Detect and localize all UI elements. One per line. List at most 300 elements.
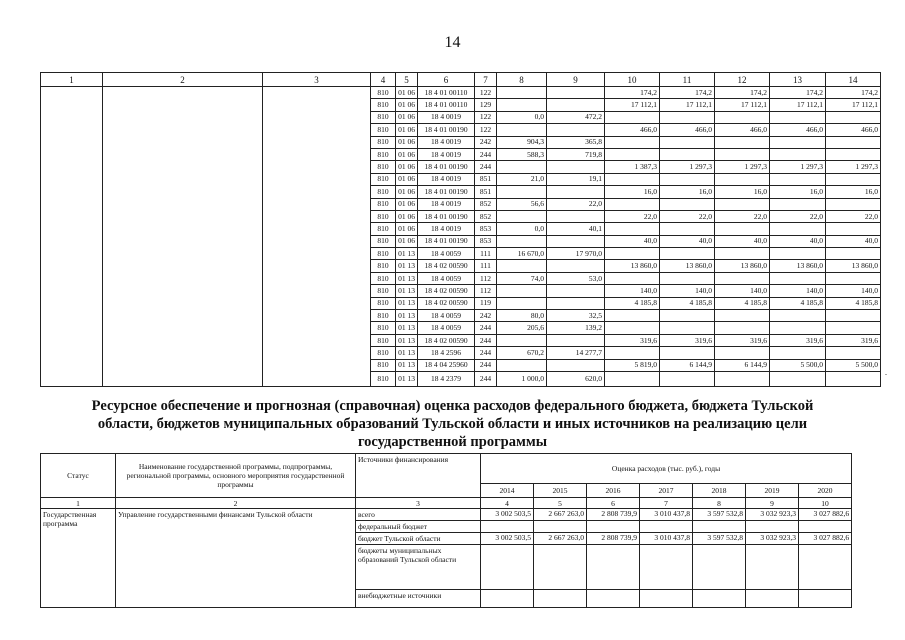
table-cell: 01 06 bbox=[396, 148, 418, 160]
col-1-cell bbox=[41, 87, 103, 387]
table-cell bbox=[497, 235, 547, 247]
table-cell: 1 297,3 bbox=[770, 161, 826, 173]
table-cell bbox=[770, 272, 826, 284]
table-cell: 18 4 02 00590 bbox=[418, 297, 475, 309]
amount-cell bbox=[534, 521, 587, 533]
table-cell bbox=[660, 272, 715, 284]
header-estimate: Оценка расходов (тыс. руб.), годы bbox=[481, 454, 852, 484]
col-2-cell bbox=[103, 87, 263, 387]
amount-cell bbox=[799, 590, 852, 608]
table-cell bbox=[547, 260, 605, 272]
table-cell: 853 bbox=[475, 235, 497, 247]
table-cell: 0,0 bbox=[497, 111, 547, 123]
table-cell: 40,0 bbox=[605, 235, 660, 247]
table-cell bbox=[826, 310, 881, 322]
column-number: 2 bbox=[103, 73, 263, 87]
column-index: 1 bbox=[41, 498, 116, 509]
amount-cell: 3 027 882,6 bbox=[799, 533, 852, 545]
table-cell: 4 185,8 bbox=[826, 297, 881, 309]
table-cell: 810 bbox=[371, 161, 396, 173]
table-cell bbox=[715, 371, 770, 386]
table-cell: 01 06 bbox=[396, 161, 418, 173]
col-3-cell bbox=[263, 87, 371, 387]
table-cell bbox=[715, 248, 770, 260]
amount-cell bbox=[746, 521, 799, 533]
table-cell: 17 112,1 bbox=[770, 99, 826, 111]
table-cell: 112 bbox=[475, 285, 497, 297]
table-cell: 01 06 bbox=[396, 124, 418, 136]
amount-cell: 3 027 882,6 bbox=[799, 509, 852, 521]
table-cell: 851 bbox=[475, 173, 497, 185]
table-cell: 466,0 bbox=[826, 124, 881, 136]
table-cell: 5 500,0 bbox=[770, 359, 826, 371]
year-header: 2015 bbox=[534, 484, 587, 498]
amount-cell bbox=[799, 521, 852, 533]
table-cell bbox=[547, 297, 605, 309]
table-cell: 810 bbox=[371, 359, 396, 371]
table-cell bbox=[497, 186, 547, 198]
table-cell bbox=[605, 148, 660, 160]
amount-cell: 2 808 739,9 bbox=[587, 533, 640, 545]
amount-cell bbox=[534, 545, 587, 590]
table-cell: 466,0 bbox=[715, 124, 770, 136]
table-cell: 01 06 bbox=[396, 210, 418, 222]
table-cell bbox=[826, 371, 881, 386]
table-cell: 810 bbox=[371, 148, 396, 160]
amount-cell bbox=[534, 590, 587, 608]
table-cell: 18 4 01 00190 bbox=[418, 124, 475, 136]
funding-source-cell: внебюджетные источники bbox=[356, 590, 481, 608]
table-cell: 01 06 bbox=[396, 87, 418, 99]
table-cell bbox=[826, 322, 881, 334]
table-cell: 01 13 bbox=[396, 347, 418, 359]
table-cell bbox=[547, 334, 605, 346]
table-cell: 111 bbox=[475, 248, 497, 260]
table-cell bbox=[660, 136, 715, 148]
table-cell: 40,0 bbox=[715, 235, 770, 247]
table-cell: 810 bbox=[371, 87, 396, 99]
table-cell: 56,6 bbox=[497, 198, 547, 210]
table-cell bbox=[547, 161, 605, 173]
table-cell bbox=[605, 310, 660, 322]
table-cell: 18 4 02 00590 bbox=[418, 285, 475, 297]
table-cell: 174,2 bbox=[660, 87, 715, 99]
table-cell: 1 297,3 bbox=[826, 161, 881, 173]
year-header: 2016 bbox=[587, 484, 640, 498]
column-number: 1 bbox=[41, 73, 103, 87]
table-cell: 852 bbox=[475, 198, 497, 210]
amount-cell: 3 032 923,3 bbox=[746, 533, 799, 545]
funding-row bbox=[41, 509, 852, 521]
column-index: 6 bbox=[587, 498, 640, 509]
table-cell bbox=[770, 198, 826, 210]
table-cell: 810 bbox=[371, 223, 396, 235]
table-cell bbox=[605, 322, 660, 334]
table-cell bbox=[715, 223, 770, 235]
table-cell: 466,0 bbox=[660, 124, 715, 136]
table-cell: 01 13 bbox=[396, 359, 418, 371]
table-cell: 18 4 01 00110 bbox=[418, 87, 475, 99]
column-number: 8 bbox=[497, 73, 547, 87]
table-cell: 17 112,1 bbox=[605, 99, 660, 111]
table-cell: 319,6 bbox=[715, 334, 770, 346]
year-header: 2017 bbox=[640, 484, 693, 498]
table-cell: 01 06 bbox=[396, 99, 418, 111]
table-cell bbox=[660, 248, 715, 260]
year-header: 2014 bbox=[481, 484, 534, 498]
table-cell: 18 4 0019 bbox=[418, 111, 475, 123]
table-cell bbox=[770, 347, 826, 359]
table-cell: 01 06 bbox=[396, 136, 418, 148]
table-cell bbox=[605, 223, 660, 235]
table-cell bbox=[770, 136, 826, 148]
amount-cell: 2 667 263,0 bbox=[534, 509, 587, 521]
amount-cell bbox=[640, 590, 693, 608]
table-cell bbox=[660, 173, 715, 185]
program-name-cell: Управление государственными финансами Тульской области bbox=[116, 509, 356, 608]
table-cell bbox=[826, 111, 881, 123]
table-cell: 174,2 bbox=[715, 87, 770, 99]
table-cell bbox=[497, 297, 547, 309]
table-cell: 810 bbox=[371, 272, 396, 284]
column-index: 9 bbox=[746, 498, 799, 509]
amount-cell: 3 002 503,5 bbox=[481, 509, 534, 521]
table-cell: 319,6 bbox=[660, 334, 715, 346]
table-cell bbox=[547, 359, 605, 371]
table-cell bbox=[770, 111, 826, 123]
table-cell bbox=[497, 87, 547, 99]
table-cell bbox=[547, 235, 605, 247]
table-cell: 242 bbox=[475, 136, 497, 148]
table-cell bbox=[497, 334, 547, 346]
column-index: 8 bbox=[693, 498, 746, 509]
table-cell: 17 112,1 bbox=[660, 99, 715, 111]
table-cell bbox=[826, 136, 881, 148]
table-cell: 4 185,8 bbox=[660, 297, 715, 309]
table-cell: 810 bbox=[371, 198, 396, 210]
table-cell: 670,2 bbox=[497, 347, 547, 359]
table-cell: 14 277,7 bbox=[547, 347, 605, 359]
table-cell bbox=[715, 198, 770, 210]
table-cell: 18 4 02 00590 bbox=[418, 334, 475, 346]
table-cell: 19,1 bbox=[547, 173, 605, 185]
table-cell: 01 13 bbox=[396, 310, 418, 322]
table-cell: 244 bbox=[475, 161, 497, 173]
section-title-line: Ресурсное обеспечение и прогнозная (справочная) оценка расходов федерального бюджета, бюджета Тульской bbox=[91, 398, 814, 414]
table-cell bbox=[547, 285, 605, 297]
expenditure-detail-table bbox=[40, 72, 881, 387]
table-cell: 18 4 2379 bbox=[418, 371, 475, 386]
table-cell: 01 13 bbox=[396, 371, 418, 386]
header-funding-source: Источники финансирования bbox=[356, 454, 481, 498]
table-cell: 40,1 bbox=[547, 223, 605, 235]
table-cell: 719,8 bbox=[547, 148, 605, 160]
table-cell: 16,0 bbox=[715, 186, 770, 198]
table-cell bbox=[715, 173, 770, 185]
amount-cell: 3 002 503,5 bbox=[481, 533, 534, 545]
table-cell: 01 13 bbox=[396, 322, 418, 334]
column-number: 9 bbox=[547, 73, 605, 87]
table-cell: 16 670,0 bbox=[497, 248, 547, 260]
table-cell: 810 bbox=[371, 235, 396, 247]
table-cell: 32,5 bbox=[547, 310, 605, 322]
table-cell bbox=[660, 347, 715, 359]
table-cell: 18 4 01 00190 bbox=[418, 235, 475, 247]
table-cell: 17 112,1 bbox=[715, 99, 770, 111]
table-cell: 174,2 bbox=[770, 87, 826, 99]
table-cell: 140,0 bbox=[826, 285, 881, 297]
table-cell: 01 06 bbox=[396, 235, 418, 247]
table-cell: 139,2 bbox=[547, 322, 605, 334]
table-cell bbox=[497, 260, 547, 272]
table-cell: 810 bbox=[371, 124, 396, 136]
table-cell: 13 860,0 bbox=[826, 260, 881, 272]
table-cell bbox=[547, 87, 605, 99]
amount-cell: 3 597 532,8 bbox=[693, 533, 746, 545]
table-cell: 53,0 bbox=[547, 272, 605, 284]
table-cell bbox=[660, 322, 715, 334]
amount-cell bbox=[587, 590, 640, 608]
table-cell: 22,0 bbox=[605, 210, 660, 222]
table-cell bbox=[547, 210, 605, 222]
amount-cell: 3 597 532,8 bbox=[693, 509, 746, 521]
table-cell: 5 500,0 bbox=[826, 359, 881, 371]
table-cell: 01 13 bbox=[396, 297, 418, 309]
table-cell bbox=[497, 124, 547, 136]
year-header: 2019 bbox=[746, 484, 799, 498]
table-cell bbox=[605, 371, 660, 386]
column-index: 2 bbox=[116, 498, 356, 509]
amount-cell: 3 032 923,3 bbox=[746, 509, 799, 521]
table-cell: 810 bbox=[371, 285, 396, 297]
table-cell: 22,0 bbox=[826, 210, 881, 222]
table-cell bbox=[497, 285, 547, 297]
table-cell: 810 bbox=[371, 297, 396, 309]
table-cell: 244 bbox=[475, 359, 497, 371]
column-index: 5 bbox=[534, 498, 587, 509]
table-cell bbox=[715, 322, 770, 334]
table-cell bbox=[715, 136, 770, 148]
table-cell bbox=[547, 186, 605, 198]
table-cell: 122 bbox=[475, 111, 497, 123]
table-cell: 18 4 02 00590 bbox=[418, 260, 475, 272]
table-cell bbox=[497, 99, 547, 111]
table-cell: 4 185,8 bbox=[715, 297, 770, 309]
table-cell: 810 bbox=[371, 371, 396, 386]
table-cell bbox=[770, 322, 826, 334]
table-row bbox=[41, 87, 881, 99]
table-cell bbox=[715, 272, 770, 284]
section-title-line: государственной программы bbox=[357, 434, 548, 450]
column-number: 7 bbox=[475, 73, 497, 87]
amount-cell bbox=[481, 590, 534, 608]
table-cell: 853 bbox=[475, 223, 497, 235]
table-cell: 810 bbox=[371, 347, 396, 359]
amount-cell bbox=[746, 545, 799, 590]
table-cell bbox=[826, 148, 881, 160]
table-cell: 205,6 bbox=[497, 322, 547, 334]
section-title bbox=[60, 397, 845, 451]
table-cell bbox=[770, 248, 826, 260]
table-cell: 18 4 0019 bbox=[418, 198, 475, 210]
amount-cell: 2 808 739,9 bbox=[587, 509, 640, 521]
table-cell: 851 bbox=[475, 186, 497, 198]
table-cell: 122 bbox=[475, 87, 497, 99]
table-cell: 6 144,9 bbox=[715, 359, 770, 371]
table-cell: 18 4 0059 bbox=[418, 322, 475, 334]
header-program-name: Наименование государственной программы, подпрограммы, региональной программы, основного мероприятия государственной программы bbox=[116, 454, 356, 498]
table-cell: 6 144,9 bbox=[660, 359, 715, 371]
header-status: Статус bbox=[41, 454, 116, 498]
amount-cell bbox=[693, 545, 746, 590]
table-cell: 810 bbox=[371, 99, 396, 111]
table-cell: 4 185,8 bbox=[605, 297, 660, 309]
column-index: 3 bbox=[356, 498, 481, 509]
table-cell: 18 4 01 00190 bbox=[418, 210, 475, 222]
amount-cell: 3 010 437,8 bbox=[640, 533, 693, 545]
table-cell bbox=[547, 99, 605, 111]
table-cell bbox=[715, 310, 770, 322]
column-number: 5 bbox=[396, 73, 418, 87]
table-cell bbox=[770, 223, 826, 235]
stray-mark: . bbox=[885, 368, 887, 377]
column-number: 6 bbox=[418, 73, 475, 87]
table-cell: 16,0 bbox=[605, 186, 660, 198]
table-cell: 5 819,0 bbox=[605, 359, 660, 371]
table-cell: 22,0 bbox=[660, 210, 715, 222]
table-cell: 16,0 bbox=[770, 186, 826, 198]
table-cell: 810 bbox=[371, 334, 396, 346]
table-cell: 18 4 0019 bbox=[418, 136, 475, 148]
table-cell bbox=[605, 272, 660, 284]
table-cell: 01 13 bbox=[396, 334, 418, 346]
amount-cell bbox=[587, 521, 640, 533]
table-cell: 0,0 bbox=[497, 223, 547, 235]
table-cell: 22,0 bbox=[715, 210, 770, 222]
table-cell bbox=[826, 223, 881, 235]
amount-cell: 2 667 263,0 bbox=[534, 533, 587, 545]
amount-cell bbox=[640, 545, 693, 590]
column-number: 11 bbox=[660, 73, 715, 87]
column-number: 10 bbox=[605, 73, 660, 87]
table-cell: 4 185,8 bbox=[770, 297, 826, 309]
table-cell: 810 bbox=[371, 248, 396, 260]
table-cell: 140,0 bbox=[660, 285, 715, 297]
table-cell: 22,0 bbox=[547, 198, 605, 210]
table-cell bbox=[605, 248, 660, 260]
table-cell: 620,0 bbox=[547, 371, 605, 386]
table-cell: 244 bbox=[475, 334, 497, 346]
table-cell: 1 297,3 bbox=[715, 161, 770, 173]
table-cell: 01 13 bbox=[396, 272, 418, 284]
table-cell: 174,2 bbox=[826, 87, 881, 99]
amount-cell bbox=[587, 545, 640, 590]
table-cell bbox=[660, 198, 715, 210]
table-cell: 466,0 bbox=[770, 124, 826, 136]
table-cell: 18 4 0059 bbox=[418, 310, 475, 322]
table-cell bbox=[547, 124, 605, 136]
table-cell: 244 bbox=[475, 148, 497, 160]
table-cell bbox=[660, 371, 715, 386]
table-cell bbox=[715, 148, 770, 160]
table-cell: 18 4 01 00190 bbox=[418, 186, 475, 198]
table-cell bbox=[605, 173, 660, 185]
table-cell: 174,2 bbox=[605, 87, 660, 99]
table-cell: 18 4 2596 bbox=[418, 347, 475, 359]
table-cell: 40,0 bbox=[826, 235, 881, 247]
table-cell: 852 bbox=[475, 210, 497, 222]
table-cell: 22,0 bbox=[770, 210, 826, 222]
table-cell: 01 06 bbox=[396, 198, 418, 210]
table-cell bbox=[660, 111, 715, 123]
table-cell: 16,0 bbox=[660, 186, 715, 198]
table-cell: 472,2 bbox=[547, 111, 605, 123]
table-cell bbox=[660, 148, 715, 160]
amount-cell bbox=[799, 545, 852, 590]
table-cell: 810 bbox=[371, 260, 396, 272]
table-cell: 319,6 bbox=[826, 334, 881, 346]
table-cell bbox=[826, 198, 881, 210]
table-cell: 01 06 bbox=[396, 111, 418, 123]
table-cell: 810 bbox=[371, 322, 396, 334]
table-cell: 18 4 0019 bbox=[418, 223, 475, 235]
table-cell: 18 4 0019 bbox=[418, 148, 475, 160]
table-cell: 16,0 bbox=[826, 186, 881, 198]
table-cell: 588,3 bbox=[497, 148, 547, 160]
section-title-line: области, бюджетов муниципальных образований Тульской области и иных источников на реализацию цели bbox=[97, 416, 808, 432]
table-cell bbox=[770, 310, 826, 322]
table-cell: 810 bbox=[371, 210, 396, 222]
table-cell: 244 bbox=[475, 322, 497, 334]
table-cell bbox=[826, 272, 881, 284]
column-index: 7 bbox=[640, 498, 693, 509]
amount-cell bbox=[693, 590, 746, 608]
column-number: 13 bbox=[770, 73, 826, 87]
column-number: 3 bbox=[263, 73, 371, 87]
table-cell: 904,3 bbox=[497, 136, 547, 148]
amount-cell bbox=[746, 590, 799, 608]
table-cell: 13 860,0 bbox=[660, 260, 715, 272]
table-cell: 13 860,0 bbox=[770, 260, 826, 272]
table-cell: 01 13 bbox=[396, 260, 418, 272]
table-cell bbox=[605, 347, 660, 359]
year-header: 2020 bbox=[799, 484, 852, 498]
table-cell: 1 387,3 bbox=[605, 161, 660, 173]
resource-table bbox=[40, 453, 852, 608]
table-cell bbox=[826, 248, 881, 260]
table-cell: 01 06 bbox=[396, 223, 418, 235]
table-cell bbox=[605, 136, 660, 148]
table-cell bbox=[497, 359, 547, 371]
table-cell: 140,0 bbox=[715, 285, 770, 297]
table-cell bbox=[715, 111, 770, 123]
table-cell: 122 bbox=[475, 124, 497, 136]
table-cell bbox=[497, 210, 547, 222]
funding-source-cell: бюджеты муниципальных образований Тульской области bbox=[356, 545, 481, 590]
table-cell: 18 4 0019 bbox=[418, 173, 475, 185]
table-cell: 140,0 bbox=[770, 285, 826, 297]
column-number: 14 bbox=[826, 73, 881, 87]
table-cell bbox=[660, 223, 715, 235]
column-number: 4 bbox=[371, 73, 396, 87]
column-index: 4 bbox=[481, 498, 534, 509]
table-cell: 810 bbox=[371, 111, 396, 123]
table-cell bbox=[770, 173, 826, 185]
table-cell: 40,0 bbox=[770, 235, 826, 247]
amount-cell bbox=[693, 521, 746, 533]
amount-cell bbox=[640, 521, 693, 533]
table-cell: 140,0 bbox=[605, 285, 660, 297]
